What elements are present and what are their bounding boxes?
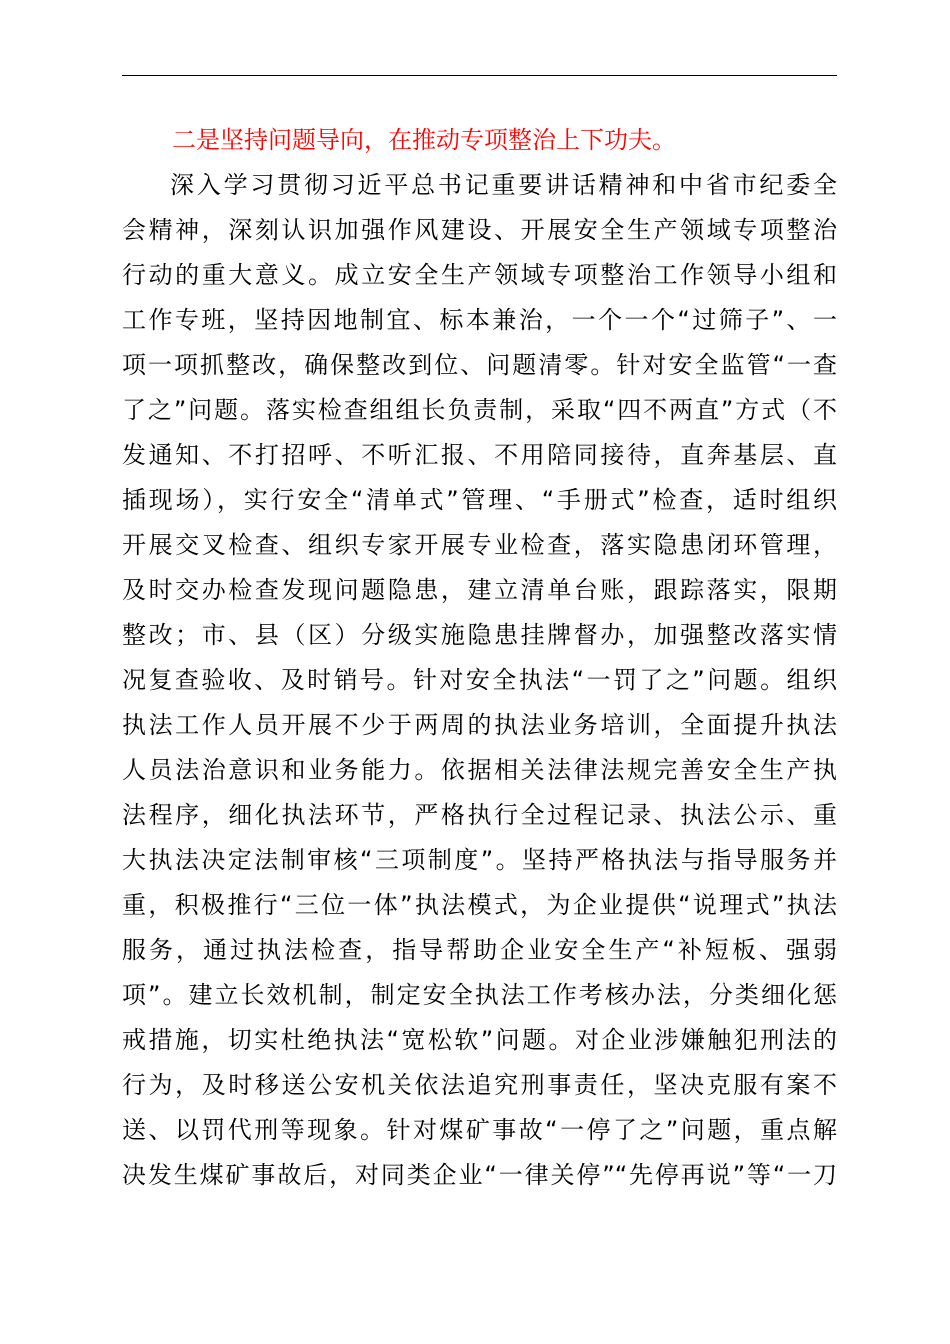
paragraph-line: 及时交办检查发现问题隐患，建立清单台账，跟踪落实，限期	[122, 576, 837, 604]
paragraph-line: 决发生煤矿事故后，对同类企业“一律关停”“先停再说”等“一刀	[122, 1161, 837, 1189]
paragraph-line: 戒措施，切实杜绝执法“宽松软”问题。对企业涉嫌触犯刑法的	[122, 1026, 837, 1054]
header-rule	[122, 75, 837, 76]
paragraph-line: 重，积极推行“三位一体”执法模式，为企业提供“说理式”执法	[122, 891, 837, 919]
paragraph-line: 项一项抓整改，确保整改到位、问题清零。针对安全监管“一查	[122, 351, 837, 379]
paragraph-line: 插现场），实行安全“清单式”管理、“手册式”检查，适时组织	[122, 486, 837, 514]
paragraph-line: 行为，及时移送公安机关依法追究刑事责任，坚决克服有案不	[122, 1071, 837, 1099]
paragraph-line: 送、以罚代刑等现象。针对煤矿事故“一停了之”问题，重点解	[122, 1116, 837, 1144]
paragraph-line: 深入学习贯彻习近平总书记重要讲话精神和中省市纪委全	[170, 171, 837, 199]
paragraph-line: 会精神，深刻认识加强作风建设、开展安全生产领域专项整治	[122, 216, 837, 244]
paragraph-line: 开展交叉检查、组织专家开展专业检查，落实隐患闭环管理，	[122, 531, 837, 559]
paragraph-line: 执法工作人员开展不少于两周的执法业务培训，全面提升执法	[122, 711, 837, 739]
paragraph-line: 况复查验收、及时销号。针对安全执法“一罚了之”问题。组织	[122, 666, 837, 694]
paragraph-line: 发通知、不打招呼、不听汇报、不用陪同接待，直奔基层、直	[122, 441, 837, 469]
paragraph-line: 行动的重大意义。成立安全生产领域专项整治工作领导小组和	[122, 261, 837, 289]
section-heading: 二是坚持问题导向，在推动专项整治上下功夫。	[172, 126, 676, 154]
paragraph-line: 了之”问题。落实检查组组长负责制，采取“四不两直”方式（不	[122, 396, 837, 424]
paragraph-line: 项”。建立长效机制，制定安全执法工作考核办法，分类细化惩	[122, 981, 837, 1009]
paragraph-line: 整改；市、县（区）分级实施隐患挂牌督办，加强整改落实情	[122, 621, 837, 649]
document-body	[122, 118, 837, 1198]
paragraph-line: 工作专班，坚持因地制宜、标本兼治，一个一个“过筛子”、一	[122, 306, 837, 334]
paragraph-line: 人员法治意识和业务能力。依据相关法律法规完善安全生产执	[122, 756, 837, 784]
paragraph-line: 大执法决定法制审核“三项制度”。坚持严格执法与指导服务并	[122, 846, 837, 874]
paragraph-line: 服务，通过执法检查，指导帮助企业安全生产“补短板、强弱	[122, 936, 837, 964]
paragraph-line: 法程序，细化执法环节，严格执行全过程记录、执法公示、重	[122, 801, 837, 829]
